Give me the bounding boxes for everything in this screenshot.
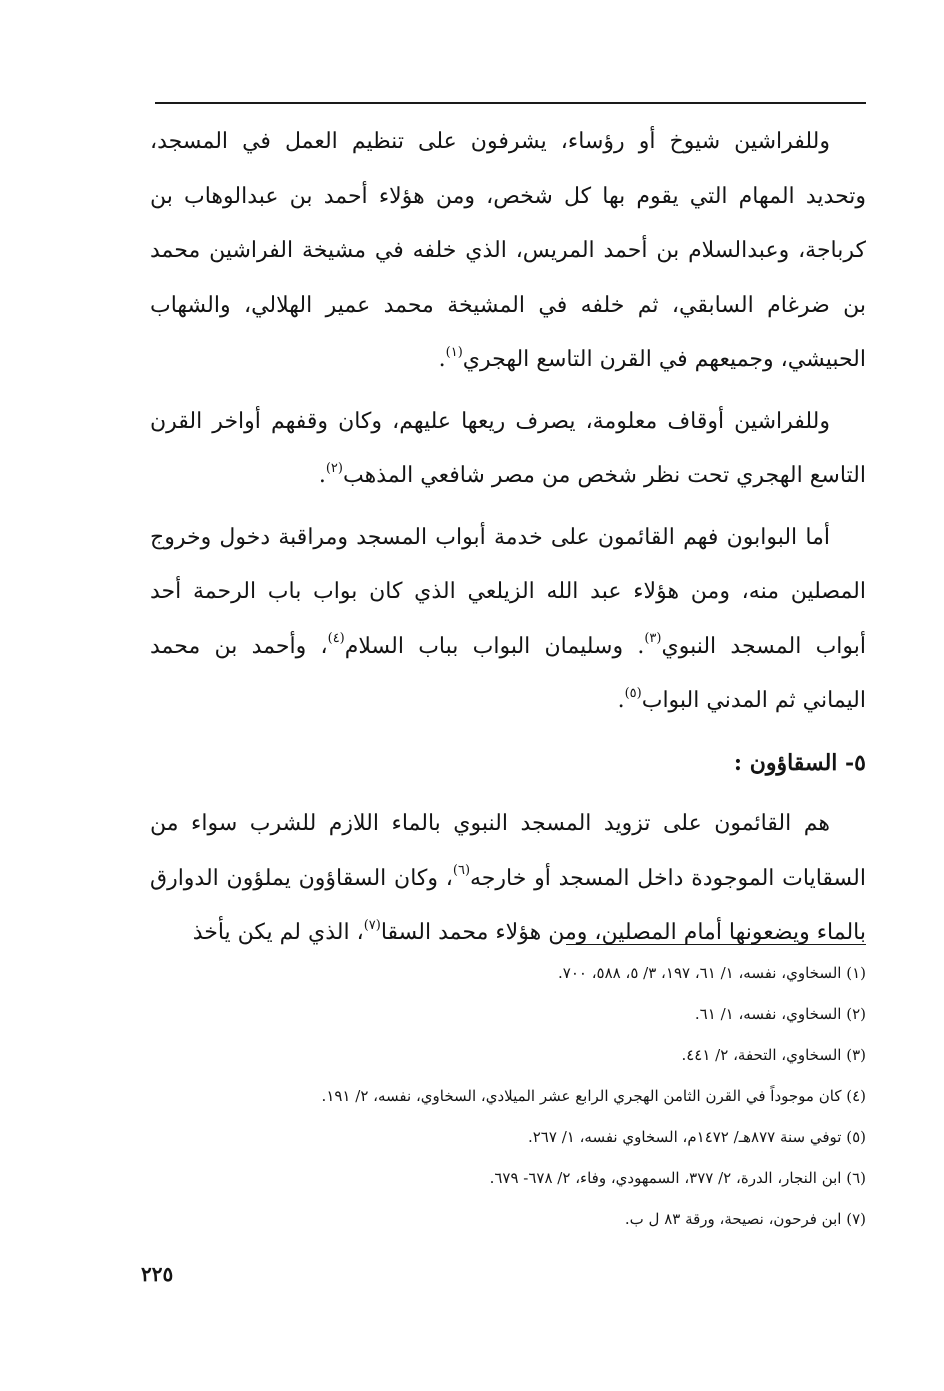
text-line: التاسع الهجري تحت نظر شخص من مصر شافعي المذهب [342, 463, 866, 488]
footnote-4: (٤) كان موجوداً في القرن الثامن الهجري الرابع عشر الميلادي، السخاوي، نفسه، ٢/ ١٩١. [321, 1087, 866, 1105]
footnote-ref-2[interactable]: (٢) [325, 460, 343, 476]
text-line: المصلين منه، ومن هؤلاء عبد الله الزيلعي الذي كان بواب باب الرحمة أحد [150, 579, 866, 604]
text-line: وللفراشين شيوخ أو رؤساء، يشرفون على تنظيم العمل في المسجد، وتحديد [150, 129, 867, 209]
text-punctuation: . [438, 347, 446, 372]
footnote-ref-1[interactable]: (١) [445, 344, 463, 360]
paragraph-water-carriers [150, 797, 866, 961]
text-line: السقايات الموجودة داخل المسجد أو خارجه [470, 865, 866, 891]
text-line: الحبيشي، وجميعهم في القرن التاسع الهجري [462, 347, 866, 372]
text-line: اليماني ثم المدني البواب [641, 688, 866, 713]
footnote-3: (٣) السخاوي، التحفة، ٢/ ٤٤١. [681, 1046, 866, 1064]
text-line: أما البوابون فهم القائمون على خدمة أبواب المسجد ومراقبة دخول وخروج [150, 524, 830, 550]
text-punctuation: . [318, 463, 326, 488]
footnote-ref-3[interactable]: (٣) [644, 631, 662, 647]
text-fragment: ، وأحمد بن محمد [150, 633, 328, 659]
paragraph-custodians-endowments [150, 395, 866, 504]
text-line: المهام التي يقوم بها كل شخص، ومن هؤلاء أحمد بن عبدالوهاب بن كرباجة، [150, 183, 866, 263]
footnote-5: (٥) توفي سنة ٨٧٧هـ/ ١٤٧٢م، السخاوي نفسه، ١/ ٢٦٧. [527, 1128, 866, 1146]
header-rule [155, 102, 866, 104]
footnote-ref-6[interactable]: (٦) [452, 863, 471, 879]
page-number: ٢٢٥ [141, 1262, 174, 1286]
footnote-ref-7[interactable]: (٧) [363, 917, 381, 933]
footnote-ref-5[interactable]: (٥) [624, 685, 642, 701]
text-line: أبواب المسجد النبوي [661, 633, 867, 659]
text-line: بالماء ويضعونها أمام المصلين، ومن هؤلاء محمد السقا [380, 920, 866, 945]
text-line: ضرغام السابقي، ثم خلفه في المشيخة محمد عمير الهلالي، والشهاب [150, 292, 830, 318]
text-fragment: ، الذي لم يكن يأخذ [192, 920, 364, 945]
section-heading-water-carriers: ٥- السقاؤون : [733, 749, 866, 776]
footnote-7: (٧) ابن فرحون، نصيحة، ورقة ٨٣ ل ب. [624, 1210, 866, 1228]
text-fragment: . وسليمان البواب بباب السلام [344, 633, 645, 659]
footnote-6: (٦) ابن النجار، الدرة، ٢/ ٣٧٧، السمهودي، وفاء، ٢/ ٦٧٨- ٦٧٩. [489, 1169, 866, 1187]
footnote-separator [566, 944, 866, 945]
paragraph-custodians-heads [150, 115, 866, 388]
footnote-2: (٢) السخاوي، نفسه، ١/ ٦١. [694, 1005, 866, 1023]
text-fragment: ، وكان السقاؤون يملؤون الدوارق [150, 865, 453, 891]
footnote-1: (١) السخاوي، نفسه، ١/ ٦١، ١٩٧، ٣/ ٥، ٥٨٨، ٧٠٠. [557, 964, 866, 982]
footnote-ref-4[interactable]: (٤) [327, 631, 345, 647]
text-line: وللفراشين أوقاف معلومة، يصرف ريعها عليهم، وكان وقفهم أواخر القرن [150, 408, 830, 434]
footnotes [150, 953, 866, 1240]
text-punctuation: . [617, 688, 625, 713]
main-text [150, 115, 866, 968]
text-line: وعبدالسلام بن أحمد المريس، الذي خلفه في مشيخة الفراشين محمد بن [150, 238, 866, 318]
paragraph-doorkeepers [150, 511, 866, 729]
text-line: هم القائمون على تزويد المسجد النبوي بالماء اللازم للشرب سواء من [150, 811, 830, 836]
